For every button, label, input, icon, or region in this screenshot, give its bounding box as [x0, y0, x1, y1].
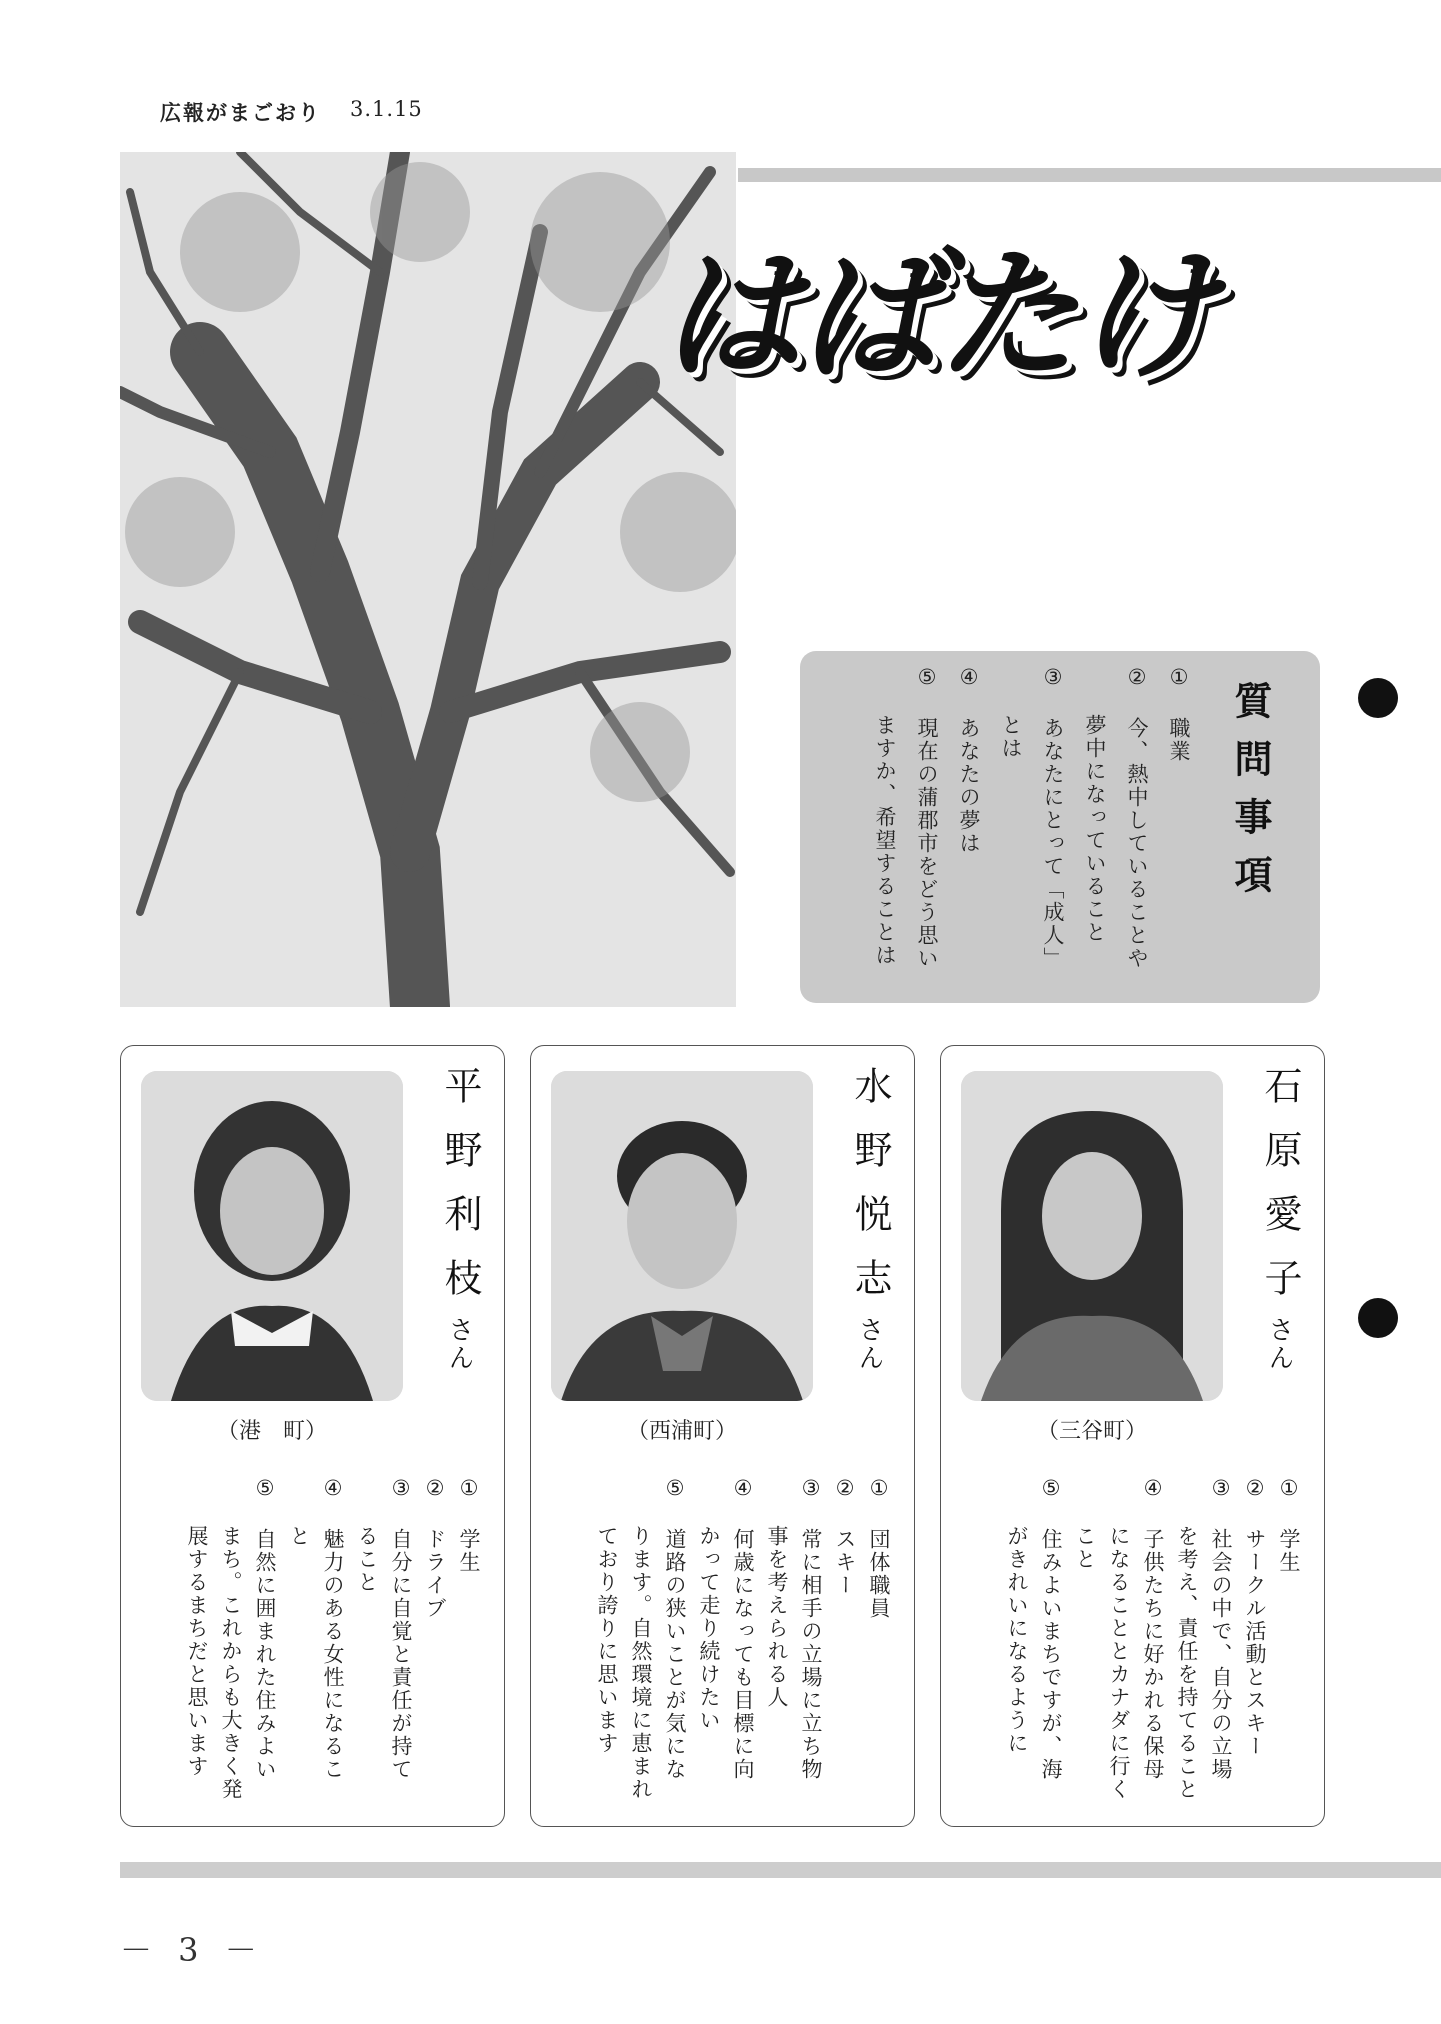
answer-item: かって走り続けたい — [697, 1476, 721, 1732]
answer-item: ③ 自分に自覚と責任が持て — [389, 1476, 413, 1781]
town-name: （港 町） — [216, 1419, 327, 1444]
page-number: － 3 － — [120, 1931, 265, 1969]
publication-name: 広報がまごおり — [160, 101, 321, 125]
answer-list — [180, 1476, 486, 1806]
portrait-photo — [141, 1071, 403, 1401]
question-item: 夢中になっていること — [1083, 665, 1107, 944]
portrait-illustration — [551, 1071, 813, 1401]
answer-item: を考え、責任を持てること — [1175, 1476, 1199, 1801]
question-item: とは — [999, 665, 1023, 760]
answer-item: 事を考えられる人 — [765, 1476, 789, 1709]
portrait-photo — [551, 1071, 813, 1401]
question-item: ③ あなたにとって「成人」 — [1041, 665, 1065, 970]
answer-item: 展するまちだと思います — [185, 1476, 209, 1778]
answer-item: ① 団体職員 — [867, 1476, 891, 1620]
top-rule — [738, 168, 1441, 182]
question-item: ④ あなたの夢は — [957, 665, 981, 855]
answer-item: ① 学生 — [1277, 1476, 1301, 1574]
portrait-illustration — [141, 1071, 403, 1401]
answer-item: ており誇りに思います — [595, 1476, 619, 1755]
answer-item: と — [287, 1476, 311, 1548]
portrait-photo — [961, 1071, 1223, 1401]
answer-item: ③ 社会の中で、自分の立場 — [1209, 1476, 1233, 1781]
tree-photo — [120, 152, 736, 1007]
answer-list — [1000, 1476, 1306, 1806]
town-name: （三谷町） — [1036, 1419, 1147, 1444]
person-card-ishihara — [940, 1045, 1325, 1827]
person-name: 平野利枝 — [438, 1066, 482, 1322]
answer-item: ⑤ 住みよいまちですが、海 — [1039, 1476, 1063, 1781]
question-item: ② 今、熱中していることや — [1125, 665, 1149, 970]
person-name: 水野悦志 — [848, 1066, 892, 1322]
answer-item: になることとカナダに行く — [1107, 1476, 1131, 1801]
person-card-mizuno — [530, 1045, 915, 1827]
answer-item: ② ドライブ — [423, 1476, 447, 1620]
answer-item: ⑤ 道路の狭いことが気にな — [663, 1476, 687, 1781]
bottom-rule — [120, 1862, 1441, 1878]
question-box — [800, 651, 1320, 1003]
answer-item: ④ 子供たちに好かれる保母 — [1141, 1476, 1165, 1781]
answer-item: ② サークル活動とスキー — [1243, 1476, 1267, 1758]
person-name: 石原愛子 — [1258, 1066, 1302, 1322]
town-name: （西浦町） — [626, 1419, 737, 1444]
tree-illustration — [120, 152, 736, 1007]
answer-item: ⑤ 自然に囲まれた住みよい — [253, 1476, 277, 1781]
answer-item: ④ 魅力のある女性になるこ — [321, 1476, 345, 1781]
answer-item: がきれいになるように — [1005, 1476, 1029, 1755]
answer-list — [590, 1476, 896, 1806]
issue-date: 3.1.15 — [350, 97, 423, 121]
answer-item: まち。これからも大きく発 — [219, 1476, 243, 1801]
answer-item: ります。自然環境に恵まれ — [629, 1476, 653, 1801]
honorific: さん — [854, 1316, 884, 1372]
question-heading: 質問事項 — [1228, 681, 1272, 913]
answer-item: ② スキー — [833, 1476, 857, 1597]
answer-item: こと — [1073, 1476, 1097, 1571]
question-item: ① 職業 — [1167, 665, 1191, 763]
bullet-dot-icon — [1358, 1298, 1398, 1338]
question-item: ⑤ 現在の蒲郡市をどう思い — [915, 665, 939, 970]
answer-item: ① 学生 — [457, 1476, 481, 1574]
honorific: さん — [444, 1316, 474, 1372]
bullet-dot-icon — [1358, 678, 1398, 718]
answer-item: ④ 何歳になっても目標に向 — [731, 1476, 755, 1781]
answer-item: ること — [355, 1476, 379, 1594]
person-card-hirano — [120, 1045, 505, 1827]
question-item: ますか、希望することは — [873, 665, 897, 967]
question-list — [864, 665, 1200, 987]
portrait-illustration — [961, 1071, 1223, 1401]
honorific: さん — [1264, 1316, 1294, 1372]
answer-item: ③ 常に相手の立場に立ち物 — [799, 1476, 823, 1781]
page-title: はばたけ — [660, 233, 1212, 399]
